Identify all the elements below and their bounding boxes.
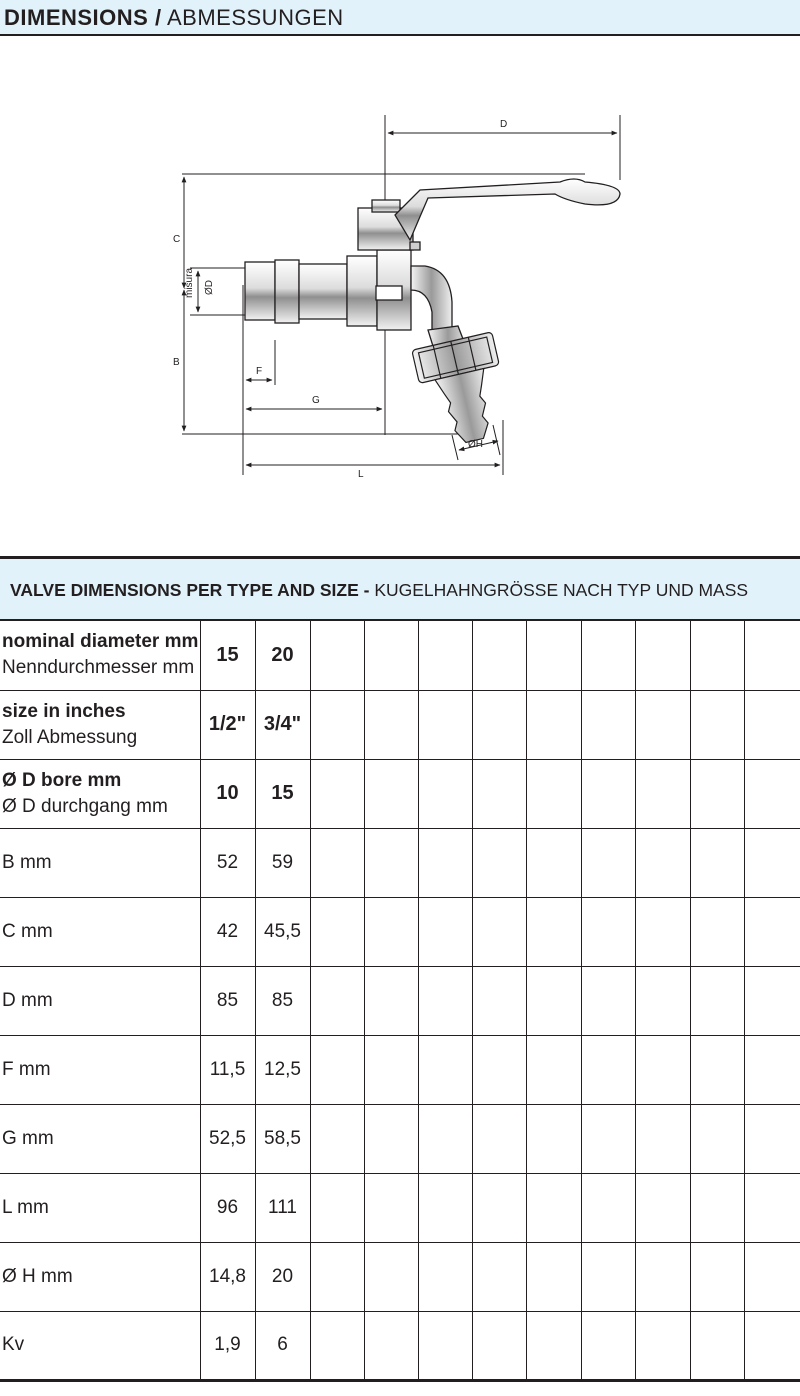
row-label-secondary: Zoll Abmessung — [2, 726, 138, 748]
table-row — [0, 1242, 800, 1311]
empty-cell — [581, 828, 635, 897]
empty-cell — [635, 897, 690, 966]
row-label — [0, 1104, 200, 1173]
page-header — [0, 0, 800, 36]
empty-cell — [310, 828, 364, 897]
empty-cell — [418, 759, 472, 828]
empty-cell — [690, 897, 744, 966]
empty-cell — [635, 828, 690, 897]
empty-cell — [472, 1173, 526, 1242]
empty-cell — [526, 1173, 581, 1242]
table-title — [10, 580, 748, 601]
empty-cell — [526, 1242, 581, 1311]
empty-cell — [364, 690, 418, 759]
empty-cell — [690, 690, 744, 759]
empty-cell — [690, 1311, 744, 1380]
label-g: G — [312, 395, 320, 406]
value-cell: 52,5 — [200, 1104, 255, 1173]
empty-cell — [310, 690, 364, 759]
empty-cell — [310, 1311, 364, 1380]
empty-cell — [472, 1311, 526, 1380]
table-row — [0, 759, 800, 828]
empty-cell — [418, 1104, 472, 1173]
value-cell: 96 — [200, 1173, 255, 1242]
empty-cell — [364, 1104, 418, 1173]
page-title — [4, 5, 344, 31]
empty-cell — [472, 1104, 526, 1173]
row-label — [0, 1311, 200, 1380]
empty-cell — [581, 690, 635, 759]
value-cell: 3/4" — [255, 690, 310, 759]
value-cell: 52 — [200, 828, 255, 897]
empty-cell — [526, 897, 581, 966]
empty-cell — [310, 1173, 364, 1242]
empty-cell — [310, 897, 364, 966]
empty-cell — [581, 1173, 635, 1242]
value-cell: 1/2" — [200, 690, 255, 759]
row-label-secondary: Ø D durchgang mm — [2, 795, 168, 817]
value-cell: 85 — [255, 966, 310, 1035]
dimensions-table — [0, 621, 800, 1382]
empty-cell — [690, 1173, 744, 1242]
row-label — [0, 1035, 200, 1104]
empty-cell — [472, 1242, 526, 1311]
empty-cell — [418, 828, 472, 897]
table-row — [0, 897, 800, 966]
value-cell: 15 — [255, 759, 310, 828]
value-cell: 14,8 — [200, 1242, 255, 1311]
empty-cell — [526, 828, 581, 897]
empty-cell — [472, 897, 526, 966]
empty-cell — [635, 1173, 690, 1242]
empty-cell — [744, 897, 800, 966]
empty-cell — [690, 966, 744, 1035]
row-label-primary: F mm — [2, 1058, 51, 1080]
row-label-secondary: Nenndurchmesser mm — [2, 657, 195, 679]
label-b: B — [173, 357, 180, 368]
label-l: L — [358, 469, 364, 480]
empty-cell — [581, 759, 635, 828]
empty-cell — [581, 621, 635, 690]
empty-cell — [418, 690, 472, 759]
table-row — [0, 690, 800, 759]
empty-cell — [310, 1104, 364, 1173]
row-label-primary: nominal diameter mm — [2, 631, 199, 653]
empty-cell — [364, 897, 418, 966]
row-label-primary: L mm — [2, 1196, 49, 1218]
empty-cell — [364, 759, 418, 828]
table-row — [0, 1104, 800, 1173]
empty-cell — [744, 1173, 800, 1242]
row-label-primary: C mm — [2, 920, 53, 942]
empty-cell — [635, 966, 690, 1035]
empty-cell — [581, 1035, 635, 1104]
empty-cell — [526, 1104, 581, 1173]
row-label — [0, 897, 200, 966]
empty-cell — [364, 621, 418, 690]
empty-cell — [526, 1035, 581, 1104]
empty-cell — [581, 966, 635, 1035]
table-title-rest: KUGELHAHNGRÖSSE NACH TYP UND MASS — [374, 580, 749, 600]
table-row — [0, 621, 800, 690]
value-cell: 58,5 — [255, 1104, 310, 1173]
empty-cell — [744, 690, 800, 759]
empty-cell — [418, 1035, 472, 1104]
row-label — [0, 1242, 200, 1311]
empty-cell — [310, 1242, 364, 1311]
table-row — [0, 1173, 800, 1242]
empty-cell — [526, 966, 581, 1035]
table-header — [0, 559, 800, 621]
empty-cell — [635, 1035, 690, 1104]
empty-cell — [581, 1242, 635, 1311]
valve-dimension-drawing — [0, 90, 800, 490]
empty-cell — [472, 621, 526, 690]
empty-cell — [690, 759, 744, 828]
empty-cell — [744, 1035, 800, 1104]
empty-cell — [418, 621, 472, 690]
empty-cell — [581, 1104, 635, 1173]
row-label — [0, 828, 200, 897]
row-label — [0, 759, 200, 828]
empty-cell — [635, 690, 690, 759]
empty-cell — [418, 966, 472, 1035]
empty-cell — [744, 1104, 800, 1173]
empty-cell — [526, 690, 581, 759]
table-row — [0, 966, 800, 1035]
empty-cell — [418, 1173, 472, 1242]
empty-cell — [526, 1311, 581, 1380]
empty-cell — [690, 1104, 744, 1173]
empty-cell — [635, 1311, 690, 1380]
empty-cell — [364, 1311, 418, 1380]
empty-cell — [690, 621, 744, 690]
empty-cell — [418, 1311, 472, 1380]
empty-cell — [310, 621, 364, 690]
page-title-rest: ABMESSUNGEN — [166, 5, 344, 30]
empty-cell — [310, 1035, 364, 1104]
empty-cell — [526, 759, 581, 828]
page-title-bold: DIMENSIONS / — [4, 5, 162, 30]
value-cell: 42 — [200, 897, 255, 966]
value-cell: 11,5 — [200, 1035, 255, 1104]
row-label-primary: G mm — [2, 1127, 54, 1149]
table-body — [0, 621, 800, 1380]
empty-cell — [744, 759, 800, 828]
empty-cell — [526, 621, 581, 690]
value-cell: 15 — [200, 621, 255, 690]
empty-cell — [418, 897, 472, 966]
label-f: F — [256, 366, 263, 377]
empty-cell — [635, 1104, 690, 1173]
empty-cell — [744, 621, 800, 690]
table-row — [0, 828, 800, 897]
row-label-primary: Ø H mm — [2, 1265, 73, 1287]
empty-cell — [364, 966, 418, 1035]
value-cell: 85 — [200, 966, 255, 1035]
table-row — [0, 1035, 800, 1104]
value-cell: 111 — [255, 1173, 310, 1242]
label-misura: misura — [184, 267, 195, 298]
value-cell: 1,9 — [200, 1311, 255, 1380]
empty-cell — [581, 1311, 635, 1380]
value-cell: 20 — [255, 1242, 310, 1311]
empty-cell — [364, 1173, 418, 1242]
empty-cell — [635, 1242, 690, 1311]
empty-cell — [472, 828, 526, 897]
empty-cell — [744, 966, 800, 1035]
empty-cell — [690, 828, 744, 897]
row-label — [0, 621, 200, 690]
label-d: D — [500, 119, 508, 130]
empty-cell — [690, 1035, 744, 1104]
value-cell: 45,5 — [255, 897, 310, 966]
value-cell: 12,5 — [255, 1035, 310, 1104]
value-cell: 10 — [200, 759, 255, 828]
empty-cell — [690, 1242, 744, 1311]
empty-cell — [310, 966, 364, 1035]
value-cell: 6 — [255, 1311, 310, 1380]
empty-cell — [364, 828, 418, 897]
empty-cell — [472, 690, 526, 759]
label-c: C — [173, 234, 181, 245]
empty-cell — [744, 1242, 800, 1311]
empty-cell — [364, 1035, 418, 1104]
row-label — [0, 966, 200, 1035]
row-label-primary: D mm — [2, 989, 53, 1011]
empty-cell — [581, 897, 635, 966]
value-cell: 59 — [255, 828, 310, 897]
empty-cell — [472, 759, 526, 828]
label-oh: ØH — [468, 439, 483, 450]
row-label-primary: Kv — [2, 1334, 25, 1355]
row-label-primary: Ø D bore mm — [2, 769, 122, 791]
empty-cell — [635, 759, 690, 828]
value-cell: 20 — [255, 621, 310, 690]
row-label — [0, 690, 200, 759]
label-od: ØD — [204, 280, 215, 295]
table-row — [0, 1311, 800, 1380]
empty-cell — [635, 621, 690, 690]
empty-cell — [744, 828, 800, 897]
empty-cell — [418, 1242, 472, 1311]
row-label-primary: B mm — [2, 851, 52, 873]
empty-cell — [472, 966, 526, 1035]
row-label-primary: size in inches — [2, 700, 126, 722]
empty-cell — [744, 1311, 800, 1380]
table-title-bold: VALVE DIMENSIONS PER TYPE AND SIZE - — [10, 580, 370, 600]
empty-cell — [472, 1035, 526, 1104]
empty-cell — [364, 1242, 418, 1311]
row-label — [0, 1173, 200, 1242]
empty-cell — [310, 759, 364, 828]
